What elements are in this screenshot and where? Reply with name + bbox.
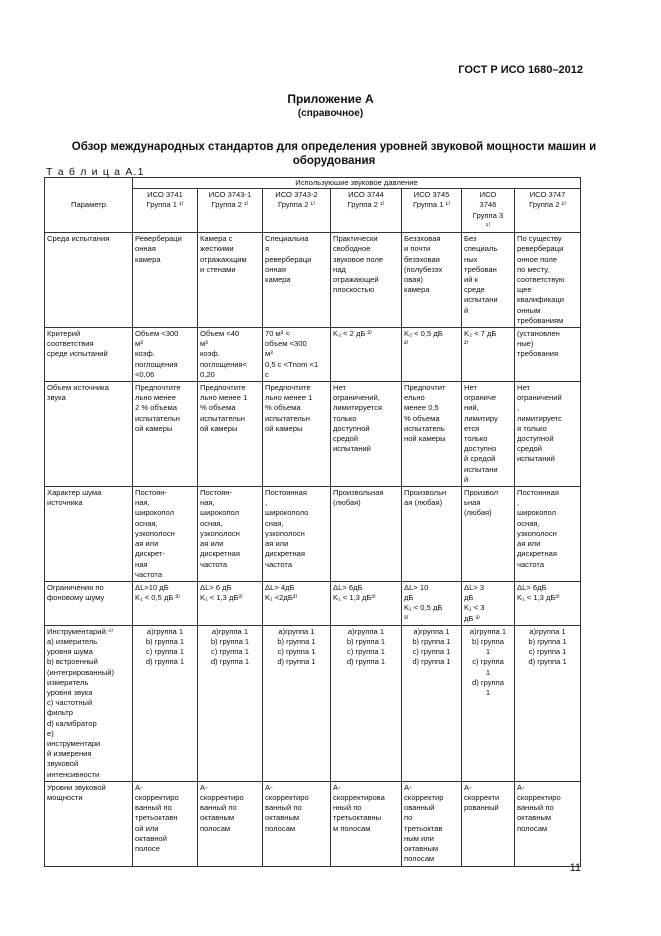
table-cell: Ревербераци онная камера — [133, 233, 198, 328]
table-cell: A- скорректиро ванный по октавным полосам — [515, 781, 581, 866]
row-param: Среда испытания — [45, 233, 133, 328]
table-row — [45, 581, 581, 625]
standard-header: ИСО 3746 Группа 3 ¹⁾ — [462, 189, 515, 233]
table-cell: Без специаль ных требован ий к среде испытани й — [462, 233, 515, 328]
table-cell: a)группа 1 b) группа 1 c) группа 1 d) группа 1 — [263, 625, 331, 781]
table-cell: ΔL> 3 дБ K₁ < 3 дБ ³⁾ — [462, 581, 515, 625]
row-param: Критерий соответствия среде испытаний — [45, 328, 133, 382]
standard-number: ГОСТ Р ИСО 1680–2012 — [458, 64, 583, 76]
row-param: Уровни звуковой мощности — [45, 781, 133, 866]
table-cell: По существу реверберaци онное поле по месту, соответствую щее квалификаци онным требованиям — [515, 233, 581, 328]
table-row — [45, 382, 581, 487]
table-cell: Произвол ьная (любая) — [462, 487, 515, 582]
table-caption: Т а б л и ц а А.1 — [46, 166, 145, 178]
table-cell: A- скорректи рованный — [462, 781, 515, 866]
table-cell: Произвольн ая (любая) — [402, 487, 462, 582]
table-cell: (установлен ные) требования — [515, 328, 581, 382]
standard-header: ИСО 3747 Группа 2 ¹⁾ — [515, 189, 581, 233]
page-number: 11 — [569, 862, 581, 874]
table-cell: ΔL> 4дБ K₁ <2дБ³⁾ — [263, 581, 331, 625]
table-cell: A- скорректирова нный по третьоктавны м полосам — [331, 781, 402, 866]
table-row — [45, 781, 581, 866]
table-cell: Объем <300 м³ коэф. поглощения <0,06 — [133, 328, 198, 382]
table-cell: A- скорректир ованный по третьоктав ным или октавным полосам — [402, 781, 462, 866]
table-cell: 70 м³ < объем <300 м³ 0,5 с <Tnom <1 с — [263, 328, 331, 382]
table-cell: Постоянная , широкополо сная, узкополосн ая или дискретная частота — [263, 487, 331, 582]
table-cell: Постоян- ная, широкопол осная, узкополосн ая или дискретная частота — [198, 487, 263, 582]
table-cell: ΔL>10 дБ K₁ < 0,5 дБ ³⁾ — [133, 581, 198, 625]
table-cell: A- скорректиро ванный по третьоктавн ой или октавной полосе — [133, 781, 198, 866]
table-cell: K₂ < 7 дБ ²⁾ — [462, 328, 515, 382]
table-cell: Нет ограничений, лимитируется только доступной средой испытаний — [331, 382, 402, 487]
table-cell: Предпочтите льно менее 1 % объема испытательн ой камеры — [263, 382, 331, 487]
table-cell: a)группа 1 b) группа 1 c) группа 1 d) группа 1 — [198, 625, 263, 781]
table-cell: Постоян- ная, широкопол осная, узкополосн ая или дискрет- ная частота — [133, 487, 198, 582]
table-cell: Объем <40 м³ коэф. поглощения< 0,20 — [198, 328, 263, 382]
table-cell: Нет ограниче ний, лимитиру ется только доступно й средой испытани й — [462, 382, 515, 487]
table-header-row — [45, 178, 581, 189]
table-row — [45, 487, 581, 582]
table-cell: ΔL> 6дБ K₁ < 1,3 дБ³⁾ — [515, 581, 581, 625]
table-cell: K₂ < 0,5 дБ ²⁾ — [402, 328, 462, 382]
table-cell: A- скорректиро ванный по октавным полосам — [198, 781, 263, 866]
table-cell: Предпочтите льно менее 2 % объема испытательн ой камеры — [133, 382, 198, 487]
table-cell: Камера с жесткими отражающим и стенами — [198, 233, 263, 328]
section-heading: Обзор международных стандартов для определения уровней звуковой мощности машин и оборудования — [71, 141, 597, 167]
row-param: Объем источника звука — [45, 382, 133, 487]
standard-header: ИСО 3743-1 Группа 2 ¹⁾ — [198, 189, 263, 233]
standard-header: ИСО 3743-2 Группа 2 ¹⁾ — [263, 189, 331, 233]
table-row — [45, 625, 581, 781]
table-cell: Практически свободное звуковое поле над отражающей плоскостью — [331, 233, 402, 328]
appendix-note: (справочное) — [297, 108, 364, 119]
table-cell: Предпочтите льно менее 1 % объема испытательн ой камеры — [198, 382, 263, 487]
table-row — [45, 328, 581, 382]
table-cell: K₂ < 2 дБ ²⁾ — [331, 328, 402, 382]
standard-header: ИСО 3745 Группа 1 ¹⁾ — [402, 189, 462, 233]
standard-header: ИСО 3744 Группа 2 ¹⁾ — [331, 189, 402, 233]
standards-table — [44, 177, 581, 867]
table-cell: a)группа 1 b) группа 1 c) группа 1 d) группа 1 — [133, 625, 198, 781]
table-cell: Предпочтит ельно менее 0,5 % объема испытатель ной камеры — [402, 382, 462, 487]
param-header: Параметр — [45, 178, 133, 233]
table-row — [45, 233, 581, 328]
table-cell: Постоянная , широкопол осная, узкополосн ая или дискретная частота — [515, 487, 581, 582]
table-cell: Специальна я ревербераци онная камера — [263, 233, 331, 328]
group-header: Используюшие звуковое давление — [133, 178, 581, 189]
table-cell: Нет ограничений , лимитируетс я только доступной средой испытаний — [515, 382, 581, 487]
table-cell: Произвольная (любая) — [331, 487, 402, 582]
table-cell: a)группа 1 b) группа 1 c) группа 1 d) группа 1 — [402, 625, 462, 781]
appendix-title: Приложение А — [287, 92, 374, 106]
row-param: Характер шума источника — [45, 487, 133, 582]
table-cell: ΔL> 10 дБ K₁ < 0,5 дБ ³⁾ — [402, 581, 462, 625]
table-cell: a)группа 1 b) группа 1 c) группа 1 d) группа 1 — [462, 625, 515, 781]
table-cell: Безэховая и почти безэховая (полубезэх овая) камера — [402, 233, 462, 328]
row-param: Ограничения по фоновому шуму — [45, 581, 133, 625]
row-param: Инструментарий:⁴⁾ a) измеритель уровня шума b) встроенный (интегрированный) измеритель уровня звука c) частотный фильтр d) калибратор e) инструментари й измерения звуковой интенсивности — [45, 625, 133, 781]
table-cell: a)группа 1 b) группа 1 c) группа 1 d) группа 1 — [515, 625, 581, 781]
table-cell: a)группа 1 b) группа 1 c) группа 1 d) группа 1 — [331, 625, 402, 781]
table-cell: ΔL> 6 дБ K₁ < 1,3 дБ³⁾ — [198, 581, 263, 625]
table-cell: A- скорректиро ванный по октавным полосам — [263, 781, 331, 866]
table-cell: ΔL> 6дБ K₁ < 1,3 дБ³⁾ — [331, 581, 402, 625]
standard-header: ИСО 3741 Группа 1 ¹⁾ — [133, 189, 198, 233]
